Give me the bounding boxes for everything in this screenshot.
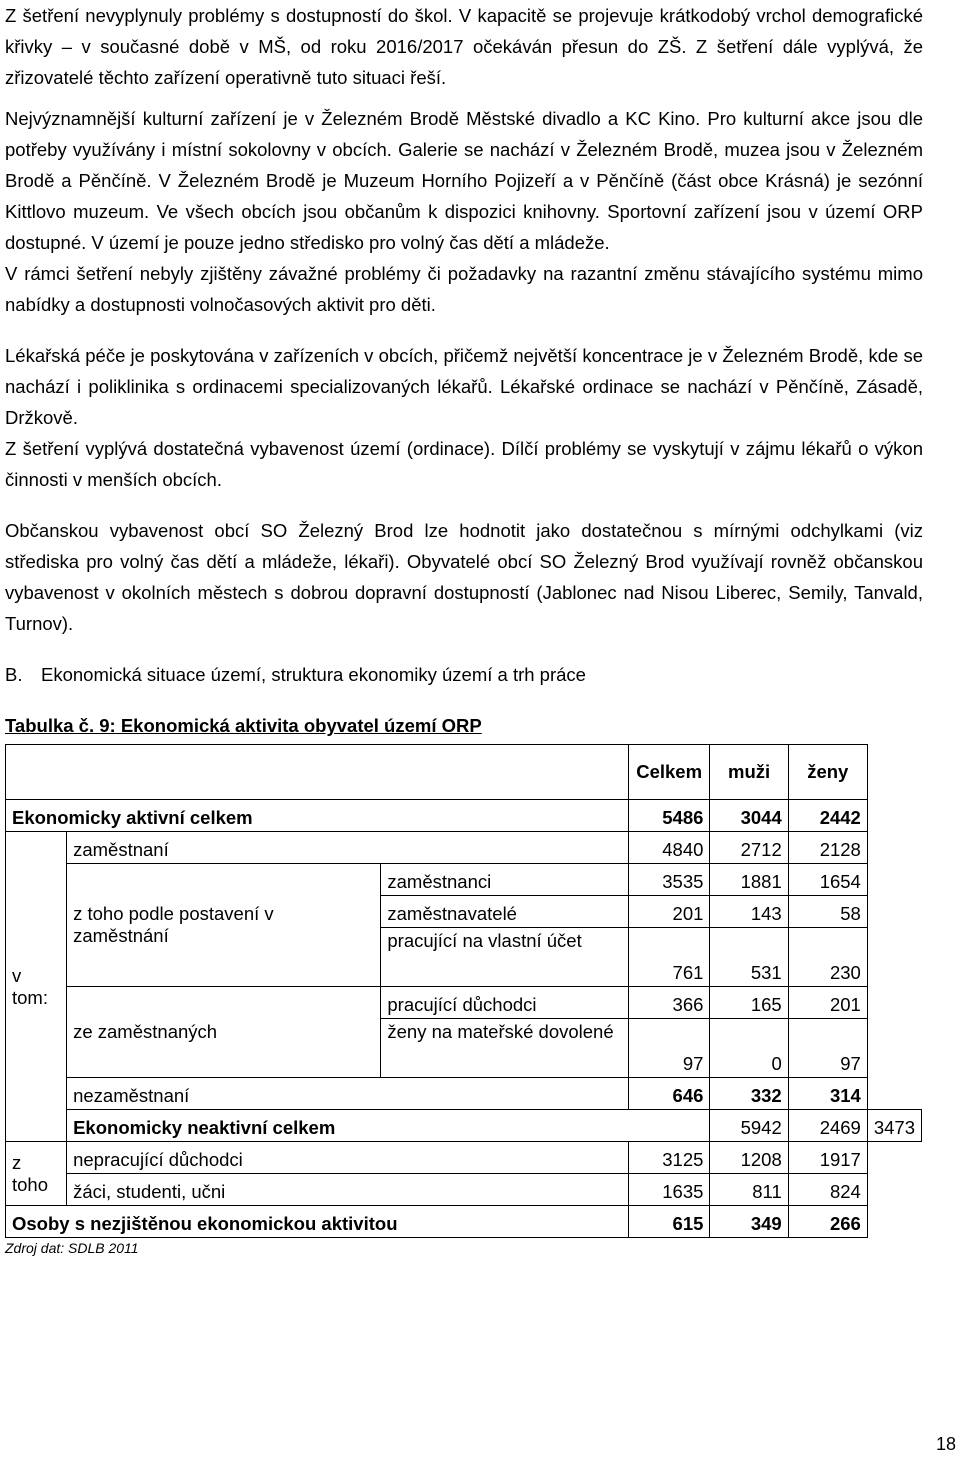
cell-women: 314 xyxy=(788,1078,867,1110)
row-label: ženy na mateřské dovolené xyxy=(381,1019,628,1078)
cell-total: 646 xyxy=(628,1078,710,1110)
cell-women: 266 xyxy=(788,1206,867,1238)
cell-men: 165 xyxy=(710,987,788,1019)
table-row xyxy=(6,1206,922,1238)
row-label: nezaměstnaní xyxy=(67,1078,629,1110)
cell-men: 143 xyxy=(710,896,788,928)
table-row xyxy=(6,987,922,1019)
cell-total: 615 xyxy=(628,1206,710,1238)
cell-women: 1917 xyxy=(788,1142,867,1174)
row-label: pracující na vlastní účet xyxy=(381,928,628,987)
row-label: zaměstnanci xyxy=(381,864,628,896)
cell-men: 811 xyxy=(710,1174,788,1206)
cell-women: 824 xyxy=(788,1174,867,1206)
cell-women: 3473 xyxy=(867,1110,921,1142)
cell-total: 1635 xyxy=(628,1174,710,1206)
row-label: zaměstnaní xyxy=(67,832,629,864)
paragraph-civic-amenities: Občanskou vybavenost obcí SO Železný Brod lze hodnotit jako dostatečnou s mírnými odchylkami (viz střediska pro volný čas dětí a mládeže, lékaři). Obyvatelé obcí SO Železný Brod využívají rovněž občanskou vybavenost v okolních městech s dobrou dopravní dostupností (Jablonec nad Nisou Liberec, Semily, Tanvald, Turnov). xyxy=(5,520,923,634)
cell-men: 3044 xyxy=(710,800,788,832)
header-men: muži xyxy=(710,745,788,800)
cell-total: 5942 xyxy=(710,1110,788,1142)
table-source: Zdroj dat: SDLB 2011 xyxy=(5,1240,139,1256)
cell-men: 531 xyxy=(710,928,788,987)
cell-women: 97 xyxy=(788,1019,867,1078)
cell-total: 366 xyxy=(628,987,710,1019)
row-label: pracující důchodci xyxy=(381,987,628,1019)
cell-total: 5486 xyxy=(628,800,710,832)
paragraph-culture: Nejvýznamnější kulturní zařízení je v Železném Brodě Městské divadlo a KC Kino. Pro kulturní akce jsou dle potřeby využívány i místní sokolovny v obcích. Galerie se nachází v Železném Brodě, muzea jsou v Železném Brodě a Pěnčíně. V Železném Brodě je Muzeum Horního Pojizeří a v Pěnčíně (část obce Krásná) je sezónní Kittlovo muzeum. Ve všech obcích jsou občanům k dispozici knihovny. Sportovní zařízení jsou v území ORP dostupné. V území je pouze jedno středisko pro volný čas dětí a mládeže. xyxy=(5,108,923,253)
row-label: Ekonomicky aktivní celkem xyxy=(6,800,629,832)
cell-total: 761 xyxy=(628,928,710,987)
paragraph-healthcare: Lékařská péče je poskytována v zařízeních v obcích, přičemž největší koncentrace je v Železném Brodě, kde se nachází i poliklinika s ordinacemi specializovaných lékařů. Lékařské ordinace se nachází v Pěnčíně, Zásadě, Držkově. xyxy=(5,345,923,428)
cell-women: 201 xyxy=(788,987,867,1019)
cell-men: 2712 xyxy=(710,832,788,864)
z-toho-label: z toho xyxy=(6,1142,67,1206)
row-label: zaměstnavatelé xyxy=(381,896,628,928)
paragraph-schools: Z šetření nevyplynuly problémy s dostupností do škol. V kapacitě se projevuje krátkodobý vrchol demografické křivky – v současné době v MŠ, od roku 2016/2017 očekáván přesun do ZŠ. Z šetření dále vyplývá, že zřizovatelé těchto zařízení operativně tuto situaci řeší. xyxy=(5,5,923,88)
cell-women: 230 xyxy=(788,928,867,987)
cell-men: 1881 xyxy=(710,864,788,896)
cell-women: 2442 xyxy=(788,800,867,832)
section-heading xyxy=(5,659,923,690)
by-status-label: z toho podle postavení v zaměstnání xyxy=(67,864,381,987)
table-row xyxy=(6,1174,922,1206)
table-header-row xyxy=(6,745,922,800)
table-caption xyxy=(5,710,923,741)
table-row xyxy=(6,832,922,864)
cell-women: 1654 xyxy=(788,864,867,896)
table-caption-label: Tabulka č. 9: xyxy=(5,715,116,736)
cell-total: 201 xyxy=(628,896,710,928)
cell-men: 2469 xyxy=(788,1110,867,1142)
header-women: ženy xyxy=(788,745,867,800)
cell-men: 349 xyxy=(710,1206,788,1238)
section-title: Ekonomická situace území, struktura ekonomiky území a trh práce xyxy=(41,664,586,685)
table-row xyxy=(6,1142,922,1174)
cell-women: 2128 xyxy=(788,832,867,864)
cell-men: 332 xyxy=(710,1078,788,1110)
page-number: 18 xyxy=(935,1434,956,1454)
cell-total: 3125 xyxy=(628,1142,710,1174)
section-letter: B. xyxy=(5,664,23,685)
cell-men: 0 xyxy=(710,1019,788,1078)
table-row xyxy=(6,1110,922,1142)
row-label: nepracující důchodci xyxy=(67,1142,629,1174)
cell-total: 4840 xyxy=(628,832,710,864)
table-row xyxy=(6,864,922,896)
document-page xyxy=(5,0,923,1256)
paragraph-healthcare-result: Z šetření vyplývá dostatečná vybavenost území (ordinace). Dílčí problémy se vyskytují v zájmu lékařů o výkon činnosti v menších obcích. xyxy=(5,438,923,490)
cell-total: 97 xyxy=(628,1019,710,1078)
table-header-empty xyxy=(6,745,629,800)
cell-total: 3535 xyxy=(628,864,710,896)
table-row xyxy=(6,1078,922,1110)
row-label: Osoby s nezjištěnou ekonomickou aktivitou xyxy=(6,1206,629,1238)
row-label: žáci, studenti, učni xyxy=(67,1174,629,1206)
paragraph-leisure: V rámci šetření nebyly zjištěny závažné problémy či požadavky na razantní změnu stávajícího systému mimo nabídky a dostupnosti volnočasových aktivit pro děti. xyxy=(5,263,923,315)
v-tom-label: v tom: xyxy=(6,832,67,1142)
row-label: Ekonomicky neaktivní celkem xyxy=(67,1110,710,1142)
of-employed-label: ze zaměstnaných xyxy=(67,987,381,1078)
cell-men: 1208 xyxy=(710,1142,788,1174)
cell-women: 58 xyxy=(788,896,867,928)
header-total: Celkem xyxy=(628,745,710,800)
table-caption-title: Ekonomická aktivita obyvatel území ORP xyxy=(115,715,482,736)
table-row xyxy=(6,800,922,832)
economic-activity-table xyxy=(5,744,922,1238)
